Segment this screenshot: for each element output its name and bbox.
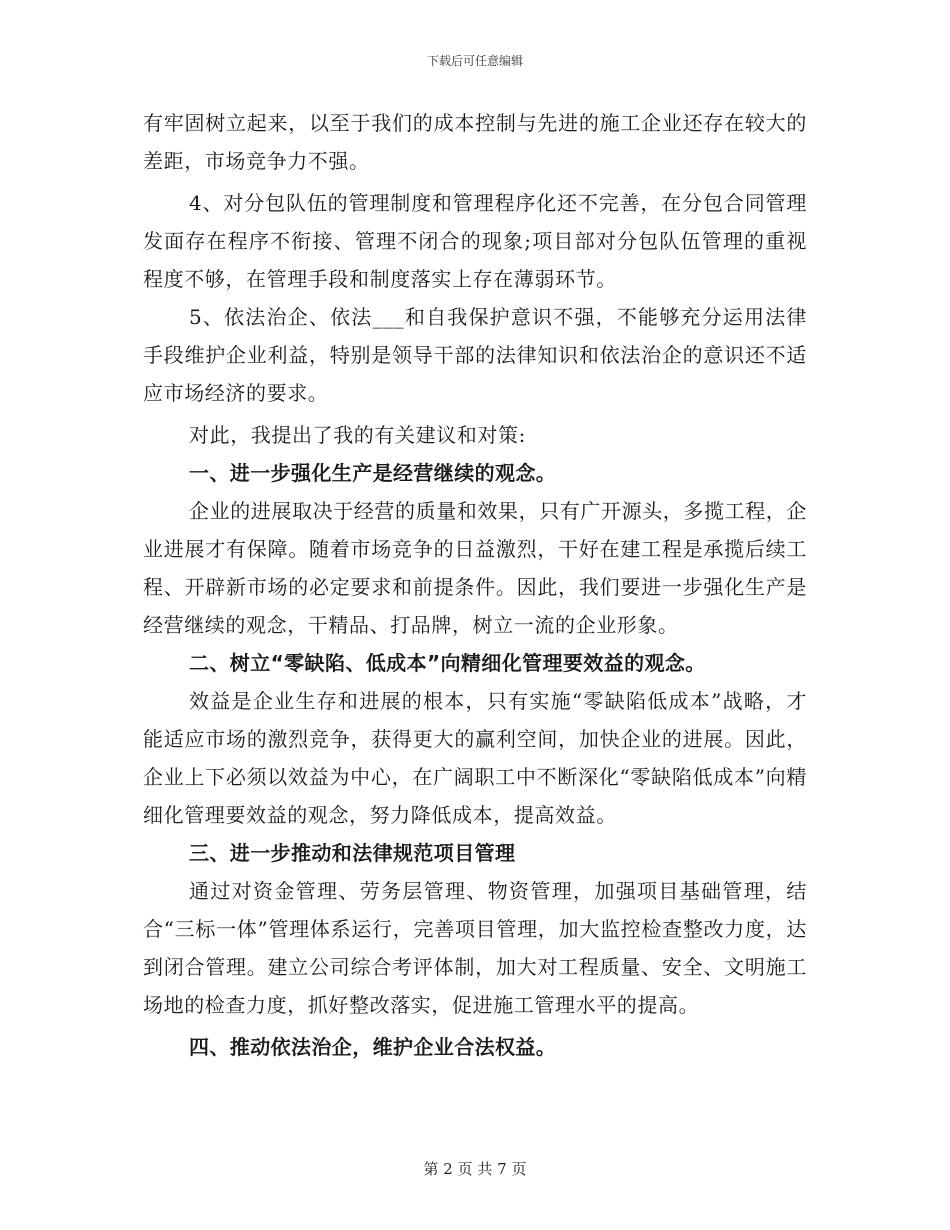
section-heading-4: 四、推动依法治企，维护企业合法权益。 (189, 1035, 557, 1059)
document-body (143, 104, 807, 1066)
paragraph-section-3: 通过对资金管理、劳务层管理、物资管理，加强项目基础管理，结合“三标一体”管理体系运行，完善项目管理，加大监控检查整改力度，达到闭合管理。建立公司综合考评体制，加大对工程质量、安全、文明施工场地的检查力度，抓好整改落实，促进施工管理水平的提高。 (143, 879, 807, 1017)
section-heading-1: 一、进一步强化生产是经营继续的观念。 (189, 461, 557, 485)
page-number: 第 2 页 共 7 页 (423, 1160, 527, 1178)
paragraph-intro-suggestions: 对此，我提出了我的有关建议和对策: (189, 423, 526, 447)
paragraph-item-4: 4、对分包队伍的管理制度和管理程序化还不完善，在分包合同管理发面存在程序不衔接、管理不闭合的现象;项目部对分包队伍管理的重视程度不够，在管理手段和制度落实上存在薄弱环节。 (143, 191, 807, 291)
header-note: 下载后可任意编辑 (426, 54, 523, 68)
paragraph-section-1: 企业的进展取决于经营的质量和效果，只有广开源头，多揽工程，企业进展才有保障。随着市场竞争的日益激烈，干好在建工程是承揽后续工程、开辟新市场的必定要求和前提条件。因此，我们要进一步强化生产是经营继续的观念，干精品、打品牌，树立一流的企业形象。 (143, 499, 807, 637)
paragraph-continuation: 有牢固树立起来，以至于我们的成本控制与先进的施工企业还存在较大的差距，市场竞争力不强。 (143, 111, 807, 173)
section-heading-2: 二、树立“零缺陷、低成本”向精细化管理要效益的观念。 (189, 651, 706, 675)
paragraph-section-2: 效益是企业生存和进展的根本，只有实施“零缺陷低成本”战略，才能适应市场的激烈竞争，获得更大的赢利空间，加快企业的进展。因此，企业上下必须以效益为中心，在广阔职工中不断深化“零缺陷低成本”向精细化管理要效益的观念，努力降低成本，提高效益。 (143, 689, 807, 827)
paragraph-item-5: 5、依法治企、依法___和自我保护意识不强，不能够充分运用法律手段维护企业利益，特别是领导干部的法律知识和依法治企的意识还不适应市场经济的要求。 (143, 305, 807, 405)
section-heading-3: 三、进一步推动和法律规范项目管理 (189, 841, 516, 865)
